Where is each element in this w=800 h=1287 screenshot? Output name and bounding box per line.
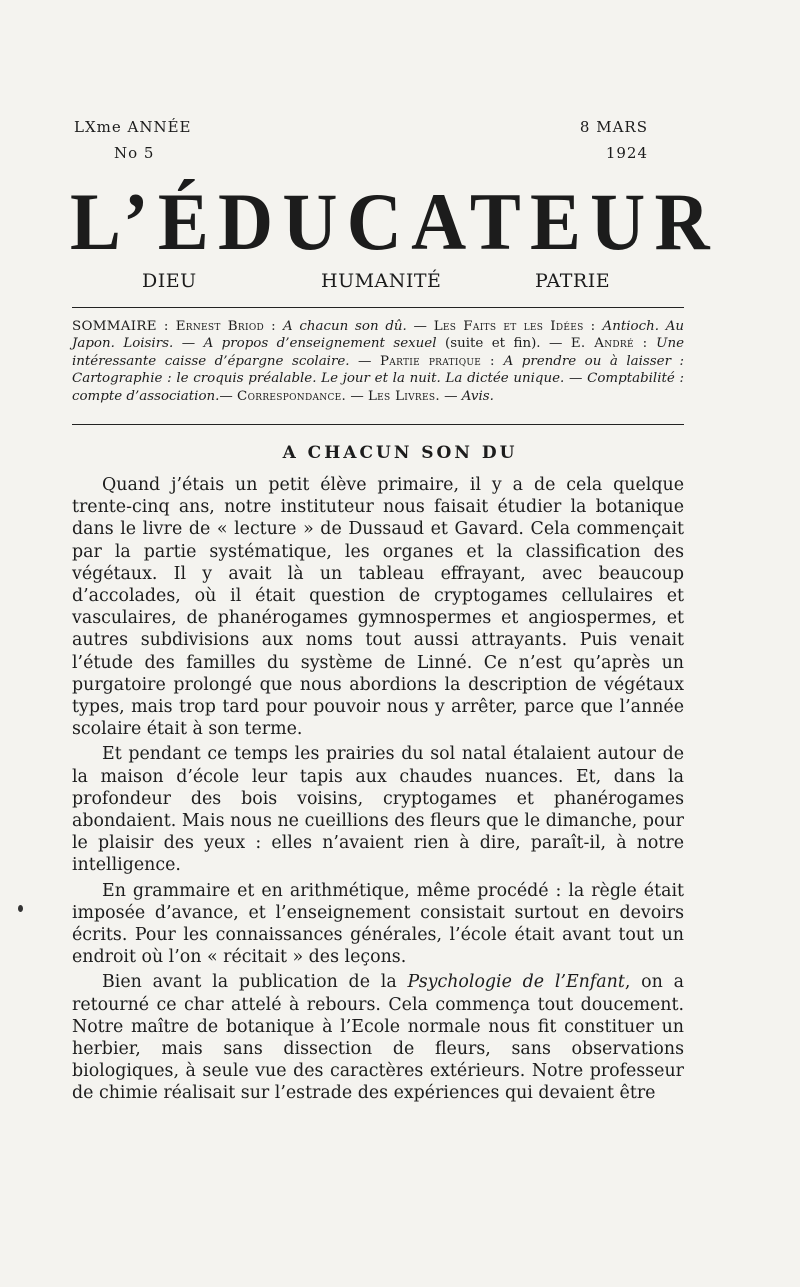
motto-word: DIEU: [142, 270, 197, 292]
volume-year-label: LXme ANNÉE: [74, 118, 192, 136]
summary-part: —: [346, 388, 368, 404]
summary-part: —: [219, 388, 238, 404]
text-run: Bien avant la publication de la: [102, 972, 408, 993]
summary-part: A propos d’enseignement sexuel: [203, 336, 437, 352]
summary-part: —: [406, 319, 434, 334]
text-run: Et pendant ce temps les prairies du sol natal étalaient autour de la maison d’école leur tapis aux chaudes nuances. Et, dans la profondeur des bois voisins, cryptogames et phanérogames abondaient. Mais nous ne cueillions des fleurs que le dimanche, pour le plaisir des yeux : elles n’avaient rien à dire, paraît-il, à notre intelligence.: [72, 744, 684, 876]
summary-part: Avis.: [461, 388, 494, 404]
summary-part: SOMMAIRE :: [72, 319, 176, 334]
summary-part: Ernest Briod :: [175, 319, 283, 334]
ink-speck: [18, 905, 23, 912]
paragraph: [72, 971, 684, 1104]
motto-word: PATRIE: [535, 270, 611, 292]
horizontal-rule: [72, 424, 684, 425]
summary-part: Comptabilité : compte d’association.: [72, 371, 685, 404]
paragraph: [72, 743, 684, 876]
issue-year-label: 1924: [605, 144, 648, 162]
summary-part: Correspondance.: [237, 388, 347, 404]
summary-part: —: [173, 336, 204, 352]
issue-number-label: No 5: [114, 144, 155, 162]
table-of-contents: [72, 318, 684, 405]
summary-part: Partie pratique :: [379, 353, 504, 369]
summary-part: Une intéressante caisse d’épargne scolaire.: [72, 336, 684, 369]
summary-part: Antioch. Au Japon. Loisirs.: [72, 319, 685, 352]
summary-part: Les Livres.: [367, 388, 440, 404]
summary-part: (suite et fin). —: [436, 336, 571, 352]
summary-part: A chacun son dû.: [282, 319, 407, 334]
summary-part: E. André :: [570, 336, 657, 352]
text-run: , on a retourné ce char attelé à rebours. Cela commença tout doucement. Notre maître de botanique à l’Ecole normale nous fit constituer un herbier, mais sans dissection de fleurs, sans observations biologiques, à seule vue des caractères extérieurs. Notre professeur de chimie réalisait sur l’estrade des expériences qui devaient être: [72, 972, 685, 1104]
horizontal-rule: [72, 307, 684, 308]
masthead-title: L’ÉDUCATEUR: [70, 176, 719, 267]
issue-date-label: 8 MARS: [579, 118, 648, 136]
summary-part: —: [349, 353, 380, 369]
paragraph: [72, 880, 684, 969]
summary-part: —: [564, 371, 588, 387]
text-run: En grammaire et en arithmétique, même procédé : la règle était imposée d’avance, et l’enseignement consistait surtout en devoirs écrits. Pour les connaissances générales, l’école était avant tout un endroit où l’on « récitait » des leçons.: [72, 880, 684, 968]
paragraph: [72, 474, 684, 740]
article-title: A CHACUN SON DU: [282, 443, 518, 463]
summary-part: A prendre ou à laisser : Cartographie : le croquis préalable. Le jour et la nuit. La dictée unique.: [72, 353, 684, 387]
text-run: Quand j’étais un petit élève primaire, il y a de cela quelque trente-cinq ans, notre instituteur nous faisait étudier la botanique dans le livre de « lecture » de Dussaud et Gavard. Cela commençait par la partie systématique, les organes et la classification des végétaux. Il y avait là un tableau effrayant, avec beaucoup d’accolades, où il était question de cryptogames cellulaires et vasculaires, de phanérogames gymnospermes et angiospermes, et autres subdivisions aux noms tout aussi attrayants. Puis venait l’étude des familles du système de Linné. Ce n’est qu’après un purgatoire prolongé que nous abordions la description de végétaux types, mais trop tard pour pouvoir nous y arrêter, parce que l’année scolaire était à son terme.: [72, 475, 684, 740]
text-run: Psychologie de l’Enfant: [407, 972, 625, 993]
summary-part: —: [439, 388, 462, 404]
summary-part: Les Faits et les Idées :: [433, 319, 603, 334]
motto-word: HUMANITÉ: [321, 270, 442, 292]
article-body: [72, 474, 684, 1105]
